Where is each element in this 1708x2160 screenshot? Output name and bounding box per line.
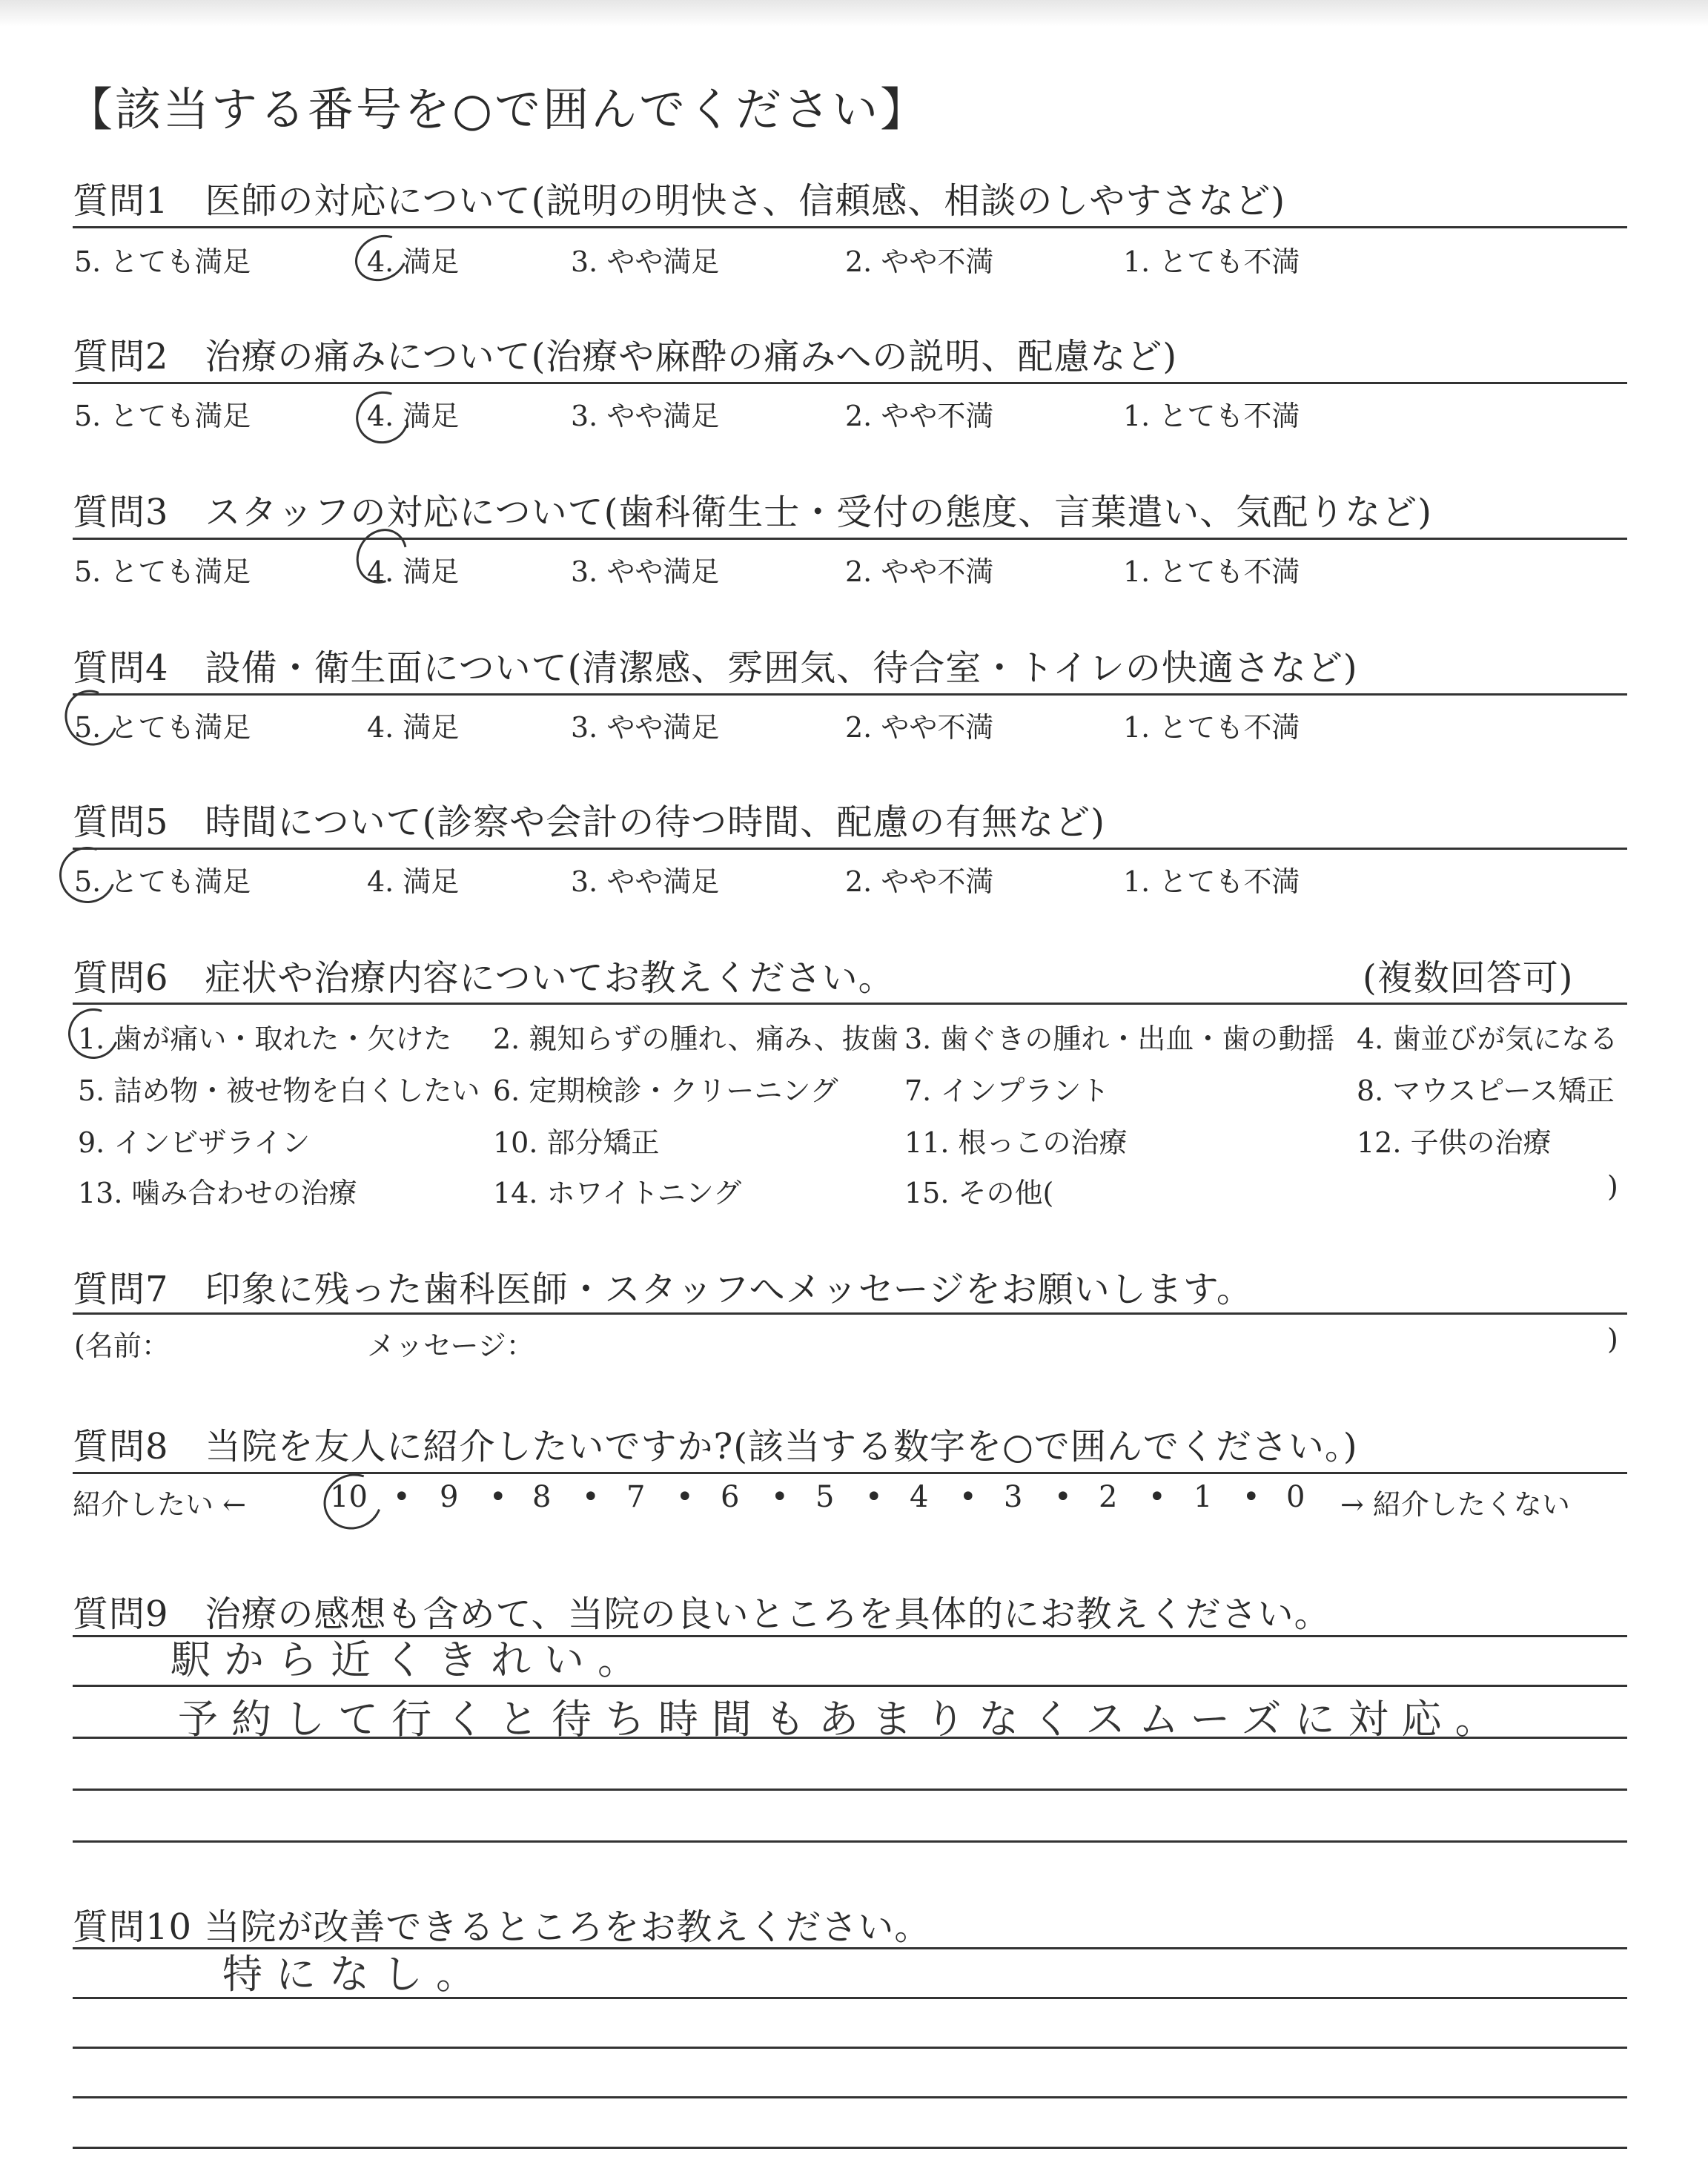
q4-option-2[interactable]: 2. やや不満 [845, 711, 994, 744]
q4-option-5[interactable]: 5. とても満足 [74, 711, 251, 744]
q6-rule [73, 1003, 1627, 1005]
q10-title: 質問10 当院が改善できるところをお教えください。 [73, 1906, 931, 1948]
q8-score-5[interactable]: 5 [815, 1480, 835, 1514]
q5-option-4[interactable]: 4. 満足 [367, 865, 460, 898]
q6-other-close-paren: ) [1607, 1170, 1618, 1203]
q10-rule-3 [73, 2047, 1627, 2049]
q9-title: 質問9 治療の感想も含めて、当院の良いところを具体的にお教えください。 [73, 1593, 1331, 1635]
q10-rule-4 [73, 2096, 1627, 2098]
q8-score-0[interactable]: 0 [1286, 1480, 1305, 1514]
q8-score-10[interactable]: 10 [330, 1480, 368, 1514]
q1-title: 質問1 医師の対応について(説明の明快さ、信頼感、相談のしやすさなど) [73, 180, 1286, 222]
q6-option-8[interactable]: 8. マウスピース矯正 [1357, 1074, 1615, 1107]
q9-answer-line-1: 駅から近くきれい。 [171, 1636, 651, 1683]
q7-message-label: メッセージ： [367, 1330, 534, 1362]
q8-dot: • [959, 1480, 977, 1514]
q2-title: 質問2 治療の痛みについて(治療や麻酔の痛みへの説明、配慮など) [73, 336, 1178, 377]
q8-score-4[interactable]: 4 [910, 1480, 929, 1514]
q6-option-1[interactable]: 1. 歯が痛い・取れた・欠けた [78, 1023, 452, 1055]
q8-dot: • [676, 1480, 694, 1514]
q5-option-5[interactable]: 5. とても満足 [74, 865, 251, 898]
q3-title: 質問3 スタッフの対応について(歯科衛生士・受付の態度、言葉遣い、気配りなど) [73, 492, 1433, 533]
q4-option-1[interactable]: 1. とても不満 [1123, 711, 1300, 744]
q8-score-8[interactable]: 8 [532, 1480, 552, 1514]
page-title: 【該当する番号を○で囲んでください】 [67, 82, 929, 136]
q6-option-13[interactable]: 13. 噛み合わせの治療 [78, 1177, 357, 1209]
q3-option-5[interactable]: 5. とても満足 [74, 555, 251, 588]
q8-score-1[interactable]: 1 [1194, 1480, 1213, 1514]
q5-title: 質問5 時間について(診察や会計の待つ時間、配慮の有無など) [73, 802, 1106, 843]
q7-close-paren: ) [1607, 1323, 1618, 1355]
q8-right-label: → 紹介したくない [1340, 1488, 1570, 1521]
scan-top-edge [0, 0, 1708, 27]
q5-option-3[interactable]: 3. やや満足 [571, 865, 720, 898]
q3-option-2[interactable]: 2. やや不満 [845, 555, 994, 588]
q1-rule [73, 226, 1627, 228]
q5-option-2[interactable]: 2. やや不満 [845, 865, 994, 898]
q3-option-1[interactable]: 1. とても不満 [1123, 555, 1300, 588]
q8-score-2[interactable]: 2 [1099, 1480, 1118, 1514]
q6-option-2[interactable]: 2. 親知らずの腫れ、痛み、抜歯 [493, 1023, 898, 1055]
q8-left-label: 紹介したい ← [73, 1488, 246, 1521]
q6-option-10[interactable]: 10. 部分矯正 [493, 1126, 660, 1159]
q8-selection-circle [314, 1464, 391, 1539]
q8-score-6[interactable]: 6 [721, 1480, 740, 1514]
q8-dot: • [1054, 1480, 1072, 1514]
q4-option-4[interactable]: 4. 満足 [367, 711, 460, 744]
q2-option-1[interactable]: 1. とても不満 [1123, 400, 1300, 432]
q1-selection-circle [348, 227, 415, 290]
q6-option-3[interactable]: 3. 歯ぐきの腫れ・出血・歯の動揺 [904, 1023, 1335, 1055]
q8-dot: • [582, 1480, 600, 1514]
q8-score-7[interactable]: 7 [626, 1480, 646, 1514]
q3-rule [73, 538, 1627, 540]
q5-option-1[interactable]: 1. とても不満 [1123, 865, 1300, 898]
q9-answer-line-2: 予約して行くと待ち時間もあまりなくスムーズに対応。 [178, 1696, 1509, 1743]
q3-option-3[interactable]: 3. やや満足 [571, 555, 720, 588]
q6-option-9[interactable]: 9. インビザライン [78, 1126, 311, 1159]
q7-rule [73, 1312, 1627, 1315]
q6-option-6[interactable]: 6. 定期検診・クリーニング [493, 1074, 838, 1107]
q6-title: 質問6 症状や治療内容についてお教えください。 [73, 957, 895, 999]
q8-score-3[interactable]: 3 [1004, 1480, 1023, 1514]
q7-title: 質問7 印象に残った歯科医師・スタッフへメッセージをお願いします。 [73, 1269, 1253, 1310]
q6-option-7[interactable]: 7. インプラント [904, 1074, 1110, 1107]
q4-option-3[interactable]: 3. やや満足 [571, 711, 720, 744]
q1-option-1[interactable]: 1. とても不満 [1123, 245, 1300, 278]
q8-title: 質問8 当院を友人に紹介したいですか?(該当する数字を○で囲んでください。) [73, 1426, 1358, 1467]
q9-rule-4 [73, 1789, 1627, 1791]
q6-option-12[interactable]: 12. 子供の治療 [1357, 1126, 1552, 1159]
q2-option-2[interactable]: 2. やや不満 [845, 400, 994, 432]
q8-score-9[interactable]: 9 [440, 1480, 459, 1514]
q2-rule [73, 382, 1627, 384]
q6-option-4[interactable]: 4. 歯並びが気になる [1357, 1023, 1618, 1055]
q6-option-15-other[interactable]: 15. その他( [904, 1177, 1054, 1209]
q6-option-11[interactable]: 11. 根っこの治療 [904, 1126, 1128, 1159]
q5-rule [73, 848, 1627, 850]
q2-option-5[interactable]: 5. とても満足 [74, 400, 251, 432]
q6-option-14[interactable]: 14. ホワイトニング [493, 1177, 742, 1209]
q7-name-label: (名前： [74, 1330, 170, 1362]
q8-dot: • [1242, 1480, 1260, 1514]
q8-dot: • [393, 1480, 411, 1514]
q9-rule-5 [73, 1840, 1627, 1843]
q10-rule-5 [73, 2147, 1627, 2149]
q2-option-3[interactable]: 3. やや満足 [571, 400, 720, 432]
q8-dot: • [771, 1480, 789, 1514]
q1-option-4[interactable]: 4. 満足 [367, 245, 460, 278]
q1-option-3[interactable]: 3. やや満足 [571, 245, 720, 278]
q8-dot: • [1148, 1480, 1166, 1514]
q4-rule [73, 693, 1627, 696]
q6-selection-circle [60, 1000, 127, 1067]
q10-answer-line-1: 特になし。 [222, 1951, 489, 1998]
q1-option-2[interactable]: 2. やや不満 [845, 245, 994, 278]
q8-dot: • [489, 1480, 507, 1514]
q4-title: 質問4 設備・衛生面について(清潔感、雰囲気、待合室・トイレの快適さなど) [73, 647, 1358, 689]
q6-multi-answer-note: (複数回答可) [1363, 957, 1574, 999]
q3-option-4[interactable]: 4. 満足 [367, 555, 460, 588]
q8-dot: • [865, 1480, 883, 1514]
q6-option-5[interactable]: 5. 詰め物・被せ物を白くしたい [78, 1074, 480, 1107]
q2-option-4[interactable]: 4. 満足 [367, 400, 460, 432]
q8-rule [73, 1472, 1627, 1474]
q1-option-5[interactable]: 5. とても満足 [74, 245, 251, 278]
